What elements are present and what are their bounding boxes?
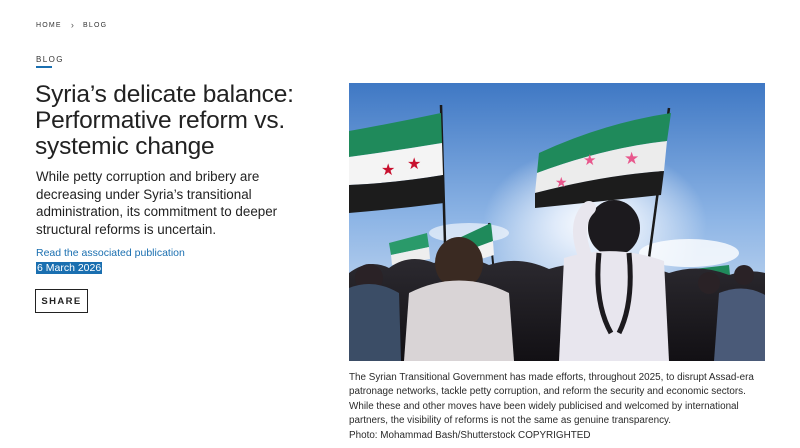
page-title: Syria’s delicate balance: Performative reform vs. systemic change (35, 81, 294, 160)
share-button[interactable]: SHARE (35, 289, 88, 313)
publish-date: 6 March 2026 (37, 262, 102, 274)
article-summary: While petty corruption and bribery are decreasing under Syria’s transitional administration, its commitment to deeper structural reforms is uncertain. (36, 169, 278, 237)
image-caption: The Syrian Transitional Government has made efforts, throughout 2025, to disrupt Assad-era patronage networks, tackle petty corruption, and reform the security and economic sectors. While these and other moves have been widely publicised and welcomed by international partners, the visibility of reforms is not the same as genuine transparency. (349, 372, 754, 427)
category-label[interactable]: BLOG (36, 55, 64, 64)
breadcrumb-home-link[interactable]: HOME (36, 22, 62, 29)
chevron-right-icon: › (70, 20, 76, 30)
svg-text:★: ★ (381, 160, 396, 179)
category-underline (36, 66, 52, 68)
photo-credit: Photo: Mohammad Bash/Shutterstock COPYRIGHTED (349, 430, 591, 441)
breadcrumb-blog-link[interactable]: BLOG (83, 22, 108, 29)
svg-text:★: ★ (624, 149, 640, 169)
svg-text:★: ★ (555, 175, 568, 191)
svg-text:★: ★ (583, 151, 597, 169)
publication-link[interactable]: Read the associated publication (36, 247, 185, 259)
breadcrumb (36, 21, 107, 30)
svg-text:★: ★ (407, 154, 422, 173)
hero-image (349, 83, 765, 361)
crowd-with-flags-photo (349, 83, 765, 361)
